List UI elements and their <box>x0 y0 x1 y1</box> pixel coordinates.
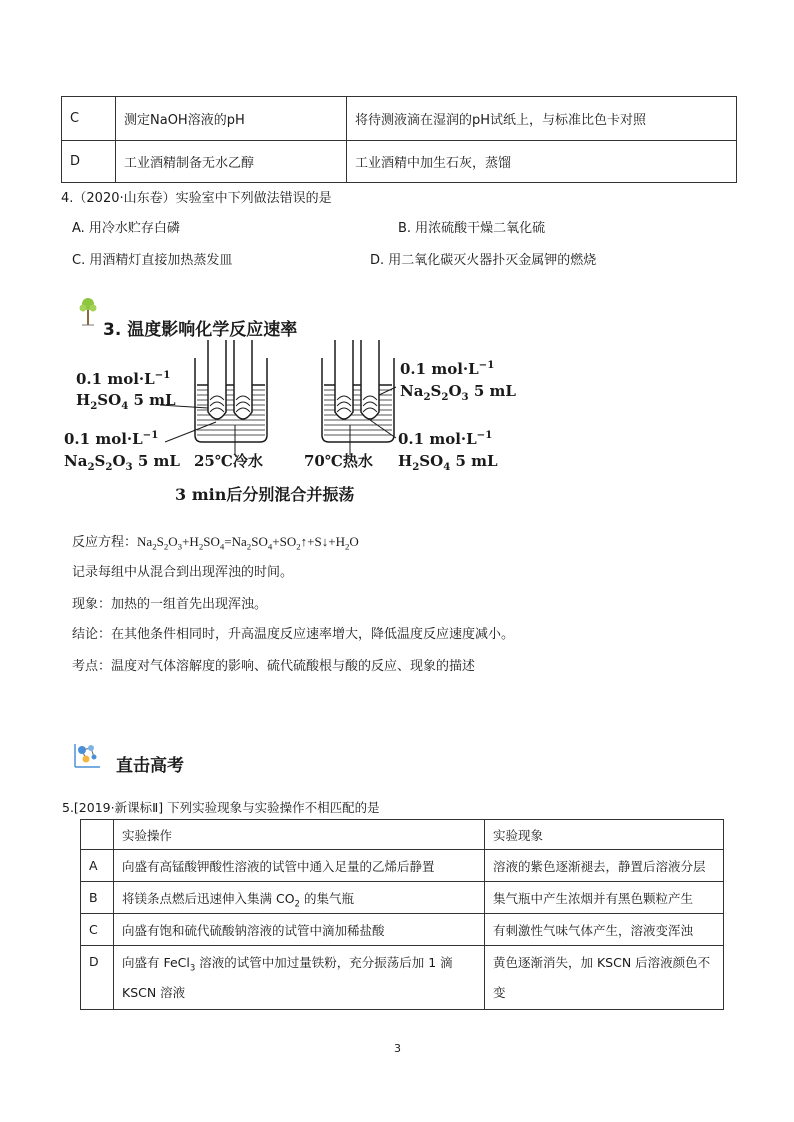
header-result: 实验现象 <box>485 820 724 850</box>
row-id: D <box>81 946 114 1010</box>
row-operation: 向盛有饱和硫代硫酸钠溶液的试管中滴加稀盐酸 <box>114 914 485 946</box>
q4-option-a: A. 用冷水贮存白磷 <box>72 221 180 236</box>
record-text: 记录每组中从混合到出现浑浊的时间。 <box>72 565 294 580</box>
row-result: 溶液的紫色逐渐褪去，静置后溶液分层 <box>485 850 724 882</box>
points-text: 考点：温度对气体溶解度的影响、硫代硫酸根与酸的反应、现象的描述 <box>72 659 476 674</box>
gaokao-title: 直击高考 <box>116 756 184 776</box>
equation-line: 反应方程：$Na_2S_2O_3+H_2SO_4=Na_2SO_4+SO_2↑+S↓+H_2O$ <box>72 534 359 552</box>
tree-icon <box>78 296 98 326</box>
label-cold-water: 25℃冷水 <box>194 452 263 470</box>
row-id: A <box>81 850 114 882</box>
label-right-bottom-formula: $H_2SO_4$ 5 mL <box>398 452 498 473</box>
table-row <box>81 914 724 946</box>
row-detail: 工业酒精中加生石灰，蒸馏 <box>347 141 737 183</box>
row-operation: 测定NaOH溶液的pH <box>116 97 347 141</box>
row-operation: 向盛有高锰酸钾酸性溶液的试管中通入足量的乙烯后静置 <box>114 850 485 882</box>
phenomenon-text: 现象：加热的一组首先出现浑浊。 <box>72 597 268 612</box>
table-header-row <box>81 820 724 850</box>
q5-stem: 5.[2019·新课标Ⅱ] 下列实验现象与实验操作不相匹配的是 <box>62 800 380 815</box>
table-row <box>81 946 724 1010</box>
row-operation: 将镁条点燃后迅速伸入集满 $CO_2$ 的集气瓶 <box>114 882 485 914</box>
section-title: 3. 温度影响化学反应速率 <box>103 320 298 340</box>
label-right-top: 0.1 $mol\cdot L^{-1}$ <box>400 359 495 378</box>
table-row <box>62 141 737 183</box>
molecule-icon <box>72 740 102 770</box>
table-row <box>81 850 724 882</box>
row-operation: 向盛有 FeCl$_3$ 溶液的试管中加过量铁粉，充分振荡后加 1 滴 KSCN 溶液 <box>114 946 485 1010</box>
q5-table <box>80 819 724 1010</box>
row-id: C <box>62 97 116 141</box>
label-right-bottom: 0.1 $mol\cdot L^{-1}$ <box>398 429 493 448</box>
row-result: 集气瓶中产生浓烟并有黑色颗粒产生 <box>485 882 724 914</box>
q4-option-d: D. 用二氧化碳灭火器扑灭金属钾的燃烧 <box>370 253 597 268</box>
conclusion-text: 结论：在其他条件相同时，升高温度反应速率增大，降低温度反应速度减小。 <box>72 627 515 642</box>
row-operation: 工业酒精制备无水乙醇 <box>116 141 347 183</box>
q4-option-c: C. 用酒精灯直接加热蒸发皿 <box>72 253 233 268</box>
label-left-top-formula: $H_2SO_4$ 5 mL <box>76 391 176 412</box>
row-id: C <box>81 914 114 946</box>
label-right-top-formula: $Na_2S_2O_3$ 5 mL <box>400 382 516 403</box>
label-left-bottom: 0.1 $mol\cdot L^{-1}$ <box>64 429 159 448</box>
table-row <box>62 97 737 141</box>
figure-caption: 3 min后分别混合并振荡 <box>175 485 355 504</box>
row-detail: 将待测液滴在湿润的pH试纸上，与标准比色卡对照 <box>347 97 737 141</box>
row-result: 有刺激性气味气体产生，溶液变浑浊 <box>485 914 724 946</box>
reaction-equation: $Na_2S_2O_3+H_2SO_4=Na_2SO_4+SO_2↑+S↓+H_2O$ <box>137 534 359 552</box>
label-left-bottom-formula: $Na_2S_2O_3$ 5 mL <box>64 452 180 473</box>
top-table <box>61 96 737 183</box>
row-id: B <box>81 882 114 914</box>
row-id: D <box>62 141 116 183</box>
experiment-figure <box>60 330 560 515</box>
q4-stem: 4.（2020·山东卷）实验室中下列做法错误的是 <box>61 191 332 206</box>
page-number: 3 <box>394 1042 401 1055</box>
table-row <box>81 882 724 914</box>
label-hot-water: 70℃热水 <box>304 452 373 470</box>
label-left-top: 0.1 $mol\cdot L^{-1}$ <box>76 369 171 388</box>
q4-option-b: B. 用浓硫酸干燥二氧化硫 <box>398 221 546 236</box>
row-result: 黄色逐渐消失，加 KSCN 后溶液颜色不变 <box>485 946 724 1010</box>
header-operation: 实验操作 <box>114 820 485 850</box>
